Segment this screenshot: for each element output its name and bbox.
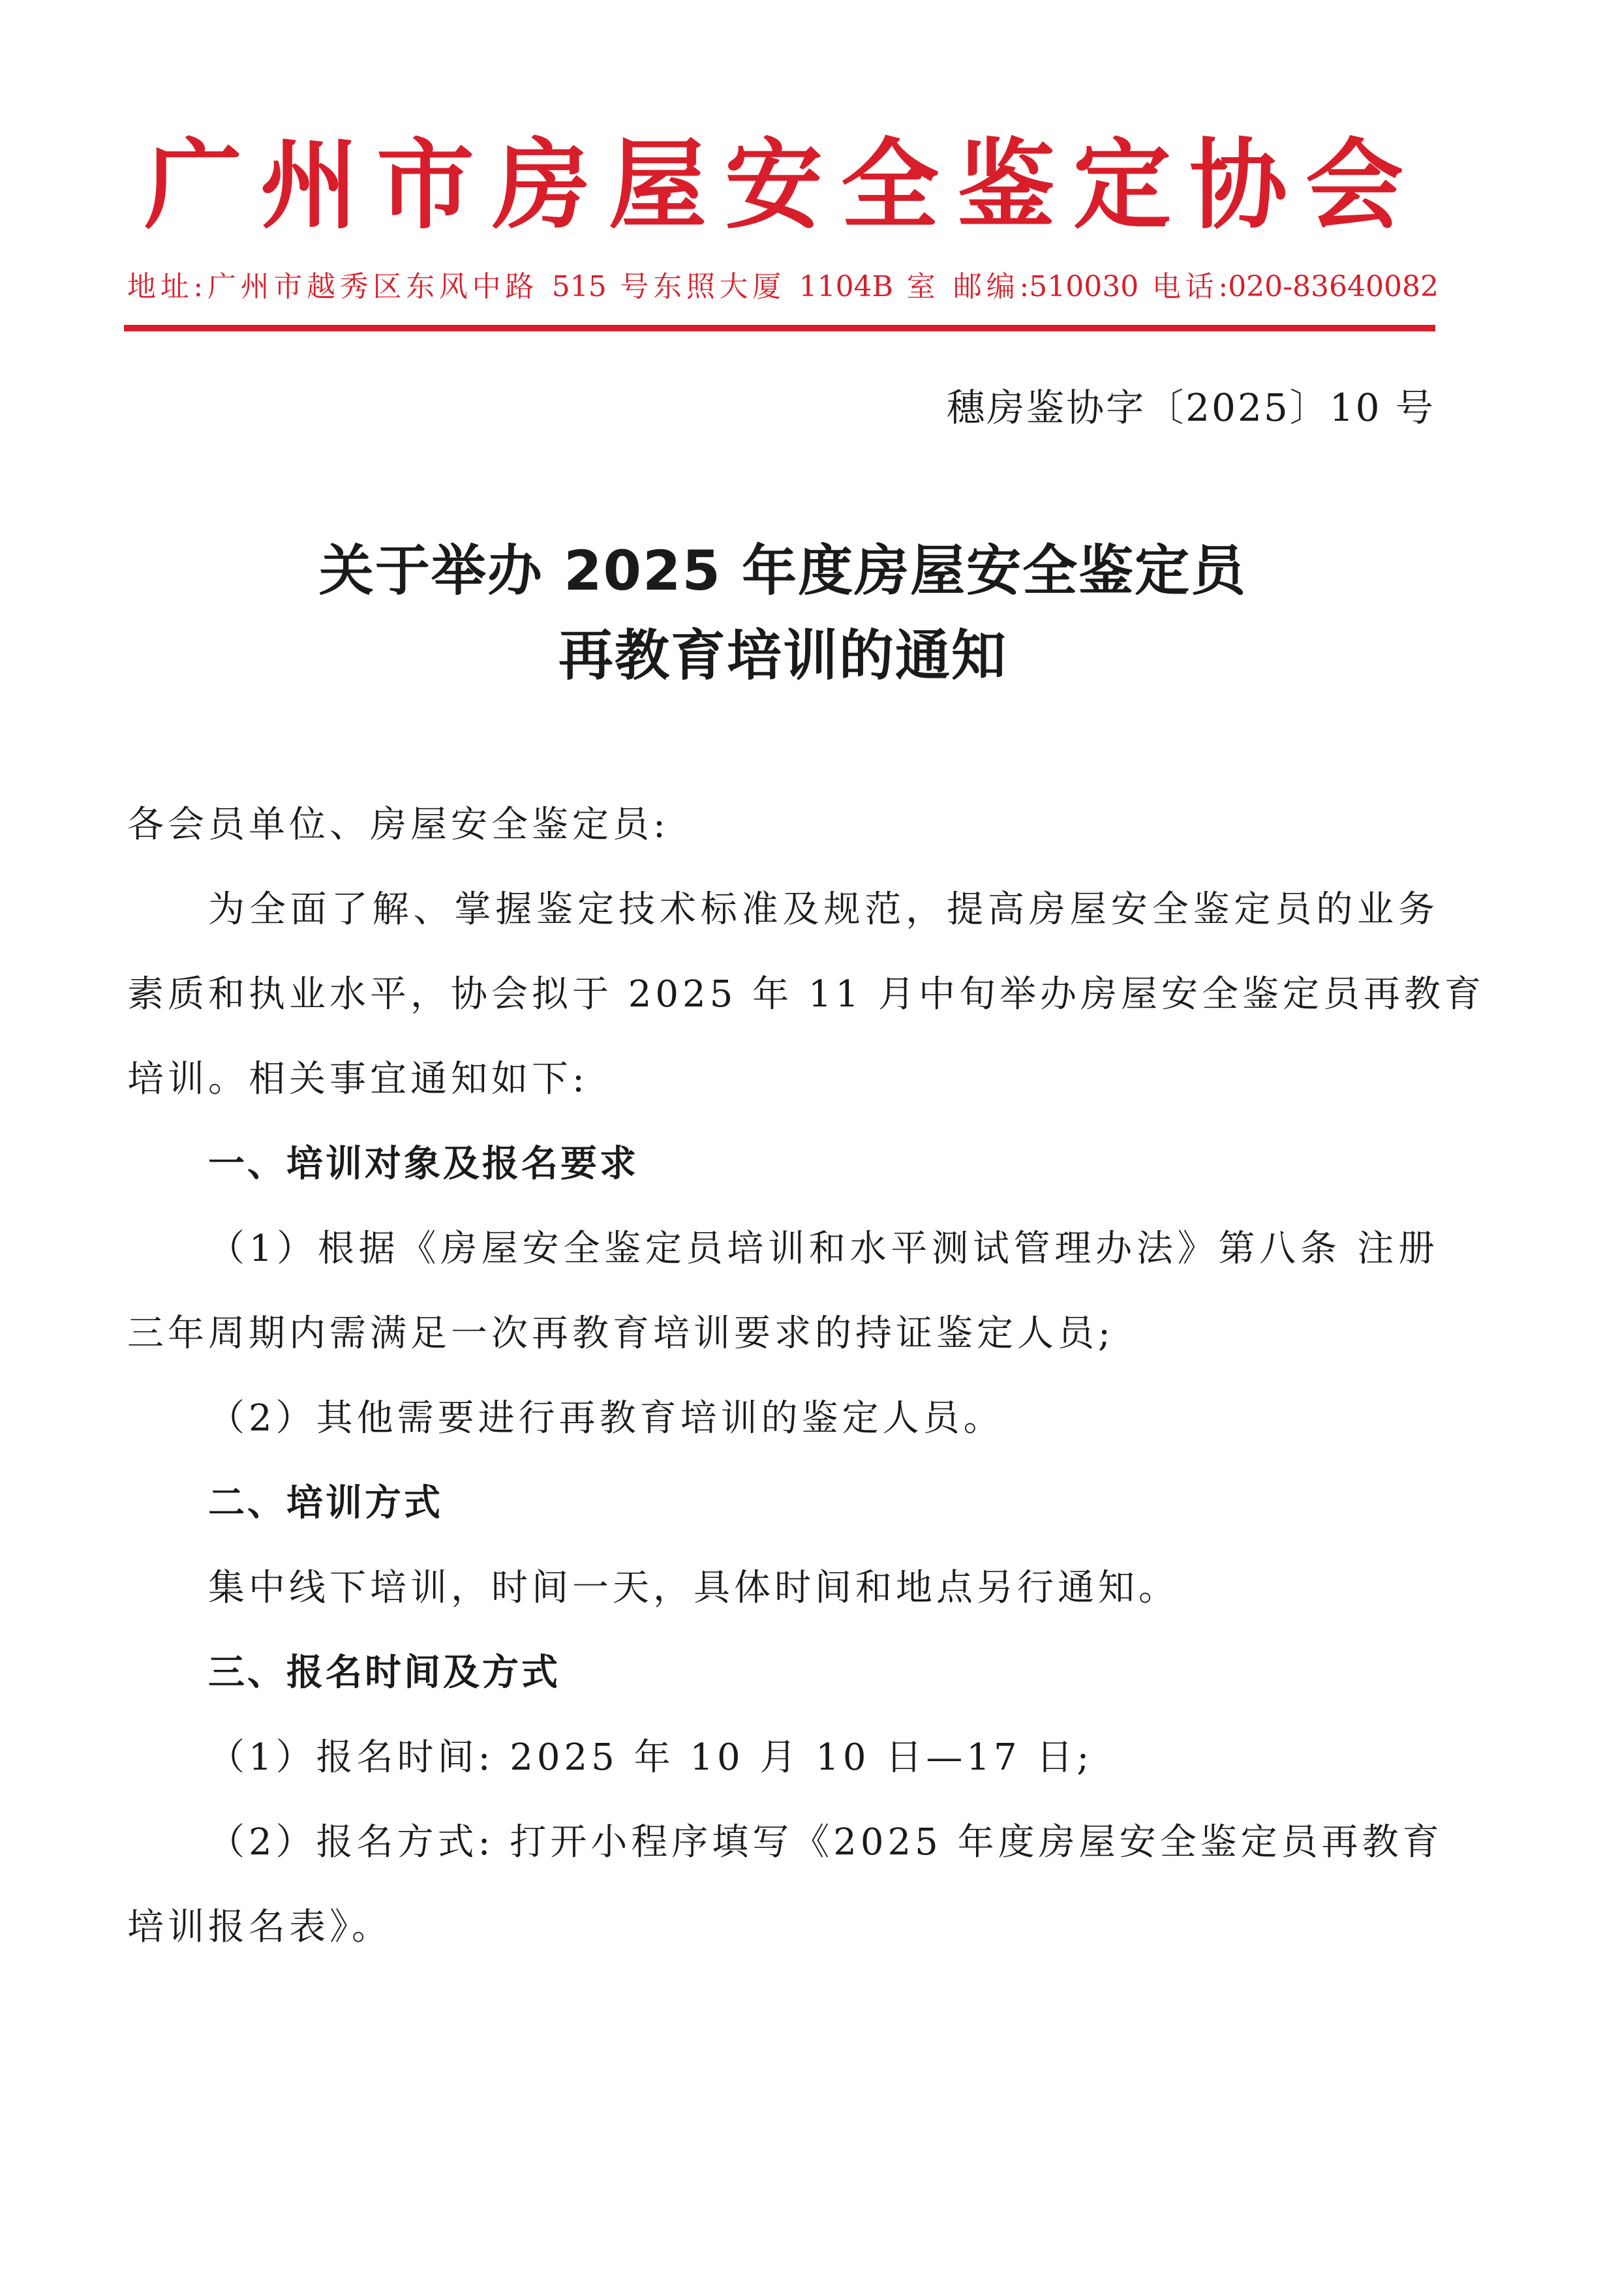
section-1-heading: 一、培训对象及报名要求 <box>208 1143 639 1185</box>
section-3-item-2-line-2: 培训报名表》。 <box>127 1906 392 1948</box>
section-3-heading: 三、报名时间及方式 <box>208 1652 560 1694</box>
document-title-line-2: 再教育培训的通知 <box>558 624 1007 687</box>
section-1-item-1-line-2: 三年周期内需满足一次再教育培训要求的持证鉴定人员; <box>127 1312 1114 1355</box>
letterhead-organization: 广州市房屋安全鉴定协会 <box>144 129 1422 243</box>
letterhead-divider <box>124 325 1435 331</box>
document-number: 穗房鉴协字〔2025〕10 号 <box>947 385 1435 430</box>
section-1-item-1-line-1: （1）根据《房屋安全鉴定员培训和水平测试管理办法》第八条 注册 <box>208 1228 1439 1270</box>
intro-line-1: 为全面了解、掌握鉴定技术标准及规范，提高房屋安全鉴定员的业务 <box>208 888 1439 931</box>
salutation: 各会员单位、房屋安全鉴定员: <box>127 804 669 846</box>
section-3-item-1: （1）报名时间: 2025 年 10 月 10 日—17 日; <box>208 1736 1093 1779</box>
document-title-line-1: 关于举办 2025 年度房屋安全鉴定员 <box>318 539 1247 603</box>
section-3-item-2-line-1: （2）报名方式: 打开小程序填写《2025 年度房屋安全鉴定员再教育 <box>208 1821 1443 1864</box>
section-1-item-2: （2）其他需要进行再教育培训的鉴定人员。 <box>208 1397 1004 1440</box>
section-2-content: 集中线下培训，时间一天，具体时间和地点另行通知。 <box>208 1567 1179 1609</box>
intro-line-2: 素质和执业水平，协会拟于 2025 年 11 月中旬举办房屋安全鉴定员再教育 <box>127 973 1485 1016</box>
section-2-heading: 二、培训方式 <box>208 1482 443 1524</box>
letterhead-address: 地址:广州市越秀区东风中路 515 号东照大厦 1104B 室 邮编:510030 电话:020-83640082 <box>127 270 1439 303</box>
intro-line-3: 培训。相关事宜通知如下: <box>127 1058 588 1100</box>
